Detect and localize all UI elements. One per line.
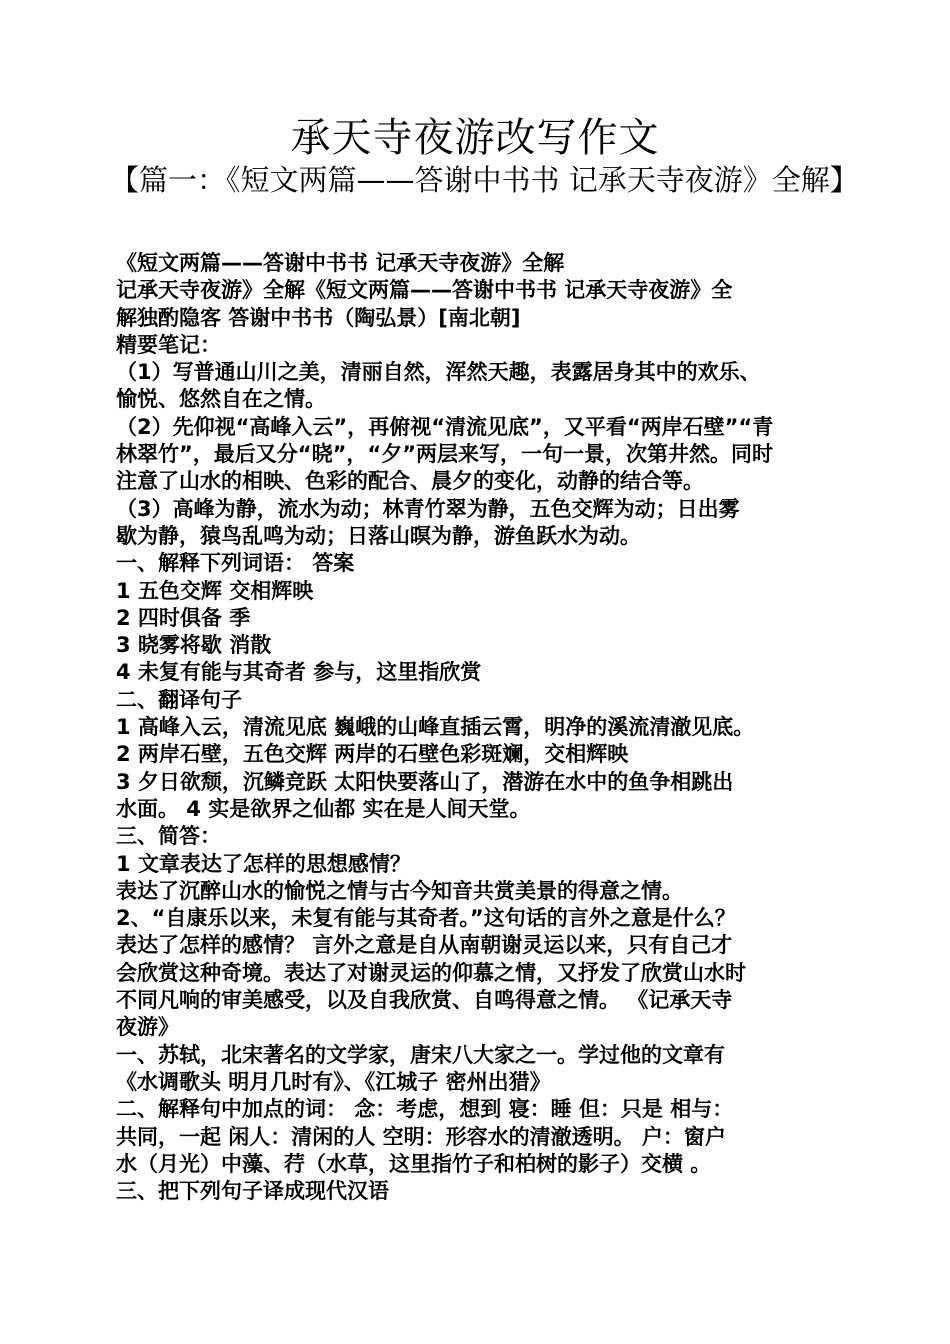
body-line: 2、“自康乐以来，未复有能与其奇者。”这句话的言外之意是什么？ xyxy=(116,906,736,931)
body-line: 记承天寺夜游》全解《短文两篇——答谢中书书 记承天寺夜游》全 xyxy=(116,278,733,303)
body-line: 表达了沉醉山水的愉悦之情与古今知音共赏美景的得意之情。 xyxy=(116,878,683,903)
document-body xyxy=(116,250,844,1205)
body-line: 共同，一起 闲人：清闲的人 空明：形容水的清澈透明。 户：窗户 xyxy=(116,1124,726,1149)
document-title: 承天寺夜游改写作文 xyxy=(290,115,660,161)
body-line: 夜游》 xyxy=(116,1015,179,1040)
body-line: 二、解释句中加点的词： 念：考虑，想到 寝：睡 但：只是 相与： xyxy=(116,1097,734,1122)
document-subtitle: 【篇一：《短文两篇——答谢中书书 记承天寺夜游》全解】 xyxy=(110,163,859,197)
body-line: 注意了山水的相映、色彩的配合、晨夕的变化，动静的结合等。 xyxy=(116,469,704,494)
body-line: 1 文章表达了怎样的思想感情？ xyxy=(116,851,411,876)
body-line: 会欣赏这种奇境。表达了对谢灵运的仰慕之情，又抒发了欣赏山水时 xyxy=(116,960,746,985)
body-line: 一、苏轼，北宋著名的文学家，唐宋八大家之一。学过他的文章有 xyxy=(116,1042,725,1067)
body-line: 一、解释下列词语： 答案 xyxy=(116,551,355,576)
body-line: 精要笔记： xyxy=(116,332,221,357)
body-line: 不同凡响的审美感受，以及自我欣赏、自鸣得意之情。 《记承天寺 xyxy=(116,988,733,1013)
body-line: 二、翻译句子 xyxy=(116,687,242,712)
body-line: 1 五色交辉 交相辉映 xyxy=(116,578,314,603)
body-line: 愉悦、悠然自在之情。 xyxy=(116,387,326,412)
body-line: （2）先仰视“高峰入云”，再俯视“清流见底”，又平看“两岸石壁”“青 xyxy=(116,414,774,439)
body-line: 2 四时俱备 季 xyxy=(116,605,251,630)
body-line: 歇为静，猿鸟乱鸣为动；日落山暝为静，游鱼跃水为动。 xyxy=(116,523,641,548)
body-line: 4 未复有能与其奇者 参与，这里指欣赏 xyxy=(116,660,482,685)
body-line: 1 高峰入云，清流见底 巍峨的山峰直插云霄，明净的溪流清澈见底。 xyxy=(116,715,755,740)
body-line: 3 晓雾将歇 消散 xyxy=(116,633,272,658)
body-line: 《水调歌头 明月几时有》、《江城子 密州出猎》 xyxy=(116,1069,551,1094)
body-line: 林翠竹”，最后又分“晓”，“夕”两层来写，一句一景，次第井然。同时 xyxy=(116,442,774,467)
body-line: 三、简答： xyxy=(116,824,221,849)
body-line: 3 夕日欲颓，沉鳞竞跃 太阳快要落山了，潜游在水中的鱼争相跳出 xyxy=(116,769,734,794)
body-line: （1）写普通山川之美，清丽自然，浑然天趣，表露居身其中的欢乐、 xyxy=(116,360,761,385)
body-line: 水（月光）中藻、荇（水草，这里指竹子和柏树的影子）交横 。 xyxy=(116,1151,712,1176)
body-line: （3）高峰为静，流水为动；林青竹翠为静，五色交辉为动；日出雾 xyxy=(116,496,740,521)
body-line: 三、把下列句子译成现代汉语 xyxy=(116,1179,389,1204)
body-line: 2 两岸石壁，五色交辉 两岸的石壁色彩斑斓，交相辉映 xyxy=(116,742,629,767)
body-line: 解独酌隐客 答谢中书书（陶弘景）[南北朝] xyxy=(116,305,521,330)
body-line: 表达了怎样的感情？ 言外之意是自从南朝谢灵运以来，只有自己才 xyxy=(116,933,733,958)
body-line: 水面。 4 实是欲界之仙都 实在是人间天堂。 xyxy=(116,796,531,821)
body-line: 《短文两篇——答谢中书书 记承天寺夜游》全解 xyxy=(116,251,565,275)
